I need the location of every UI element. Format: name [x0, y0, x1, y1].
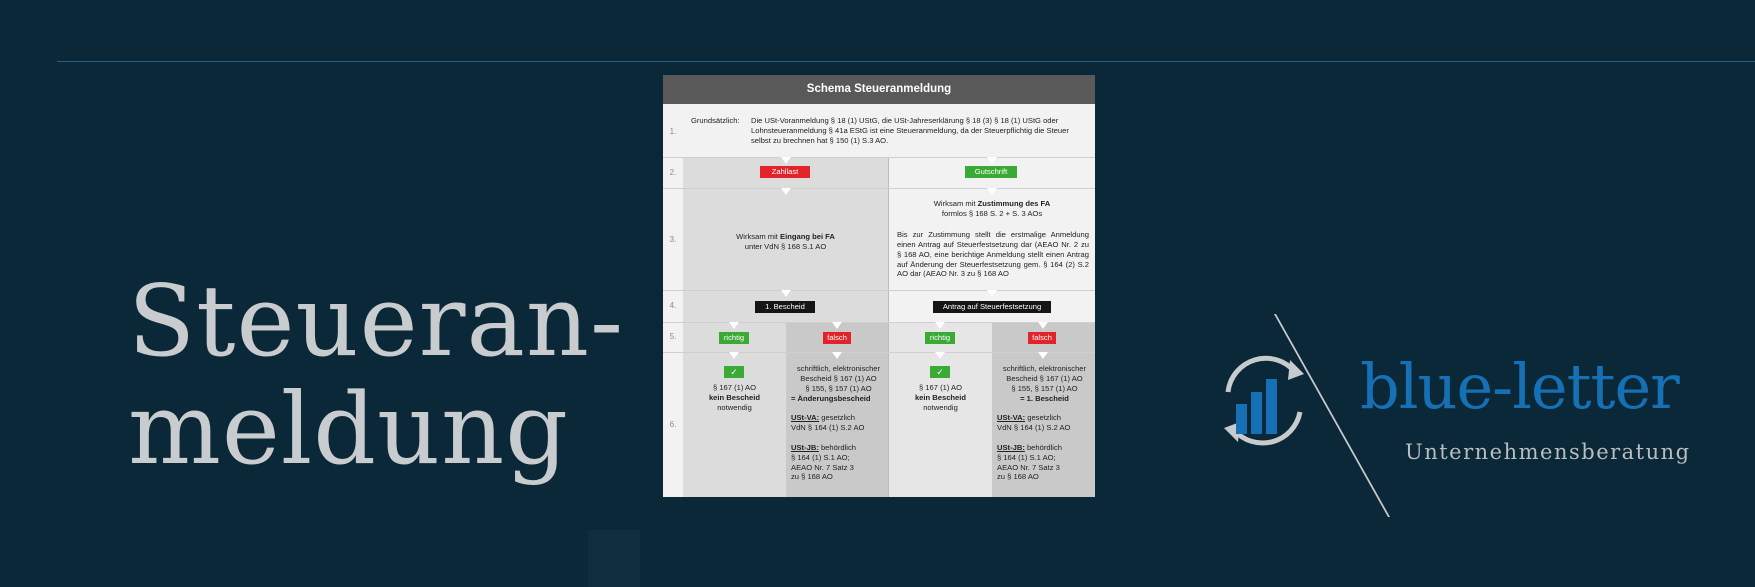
row-separator — [663, 188, 1095, 189]
row3-left-prefix: Wirksam mit — [736, 232, 778, 241]
arrow-down-icon — [987, 157, 997, 164]
logo-bar-1 — [1236, 404, 1247, 434]
usta-text1-right: gesetzlich — [1025, 413, 1062, 423]
usta-text2: VdN § 164 (1) S.2 AO — [791, 423, 865, 433]
logo-arrow-arc-top — [1228, 358, 1295, 392]
ustjb-label-right: USt-JB: — [997, 442, 1025, 452]
row-separator — [663, 157, 1095, 158]
falsch-left-line1: schriftlich, elektronischer — [796, 364, 881, 373]
usta-text1: gesetzlich — [819, 413, 856, 423]
schema-diagram — [663, 75, 1095, 497]
brand-tagline: Unternehmensberatung — [1405, 440, 1691, 464]
logo-bar-2 — [1251, 392, 1262, 434]
antrag-badge: Antrag auf Steuerfestsetzung — [933, 301, 1051, 313]
arrow-down-icon — [781, 157, 791, 164]
falsch-right-badge: falsch — [1028, 332, 1056, 344]
arrow-down-icon — [729, 352, 739, 359]
row-separator — [663, 290, 1095, 291]
row3-left-line2: unter VdN § 168 S.1 AO — [744, 241, 827, 251]
richtig-right-badge: richtig — [925, 332, 955, 344]
ustjb-text2: § 164 (1) S.1 AO; — [791, 452, 850, 462]
page-title-line2: meldung — [128, 373, 569, 487]
ustjb-text3-right: AEAO Nr. 7 Satz 3 — [997, 462, 1060, 472]
decorative-block — [588, 530, 640, 587]
richtig-right-line3: notwendig — [923, 402, 958, 412]
arrow-down-icon — [729, 322, 739, 329]
arrow-down-icon — [832, 322, 842, 329]
row-number: 6. — [669, 420, 677, 429]
page-title — [128, 265, 625, 487]
falsch-right-line2: Bescheid § 167 (1) AO — [1006, 373, 1083, 383]
falsch-right-line3: § 155, § 157 (1) AO — [1011, 383, 1078, 393]
richtig-left-badge: richtig — [719, 332, 749, 344]
ustjb-text2-right: § 164 (1) S.1 AO; — [997, 452, 1056, 462]
richtig-left-bold: kein Bescheid — [708, 392, 761, 402]
falsch-right-line1: schriftlich, elektronischer — [1002, 364, 1087, 373]
row-number: 2. — [669, 168, 677, 177]
row3-right-text — [889, 199, 1095, 219]
row3-right-paragraph: Bis zur Zustimmung stellt die erstmalige Anmeldung einen Antrag auf Steuerfestsetzung dar (AEAO Nr. 2 zu § 168 AO, eine berichtige Anmeldung stellt einen Antrag auf Änderung der Steuerfestsetzung gem. § 164 (2) S.2 AO dar (AEAO Nr. 3 zu § 168 AO — [897, 230, 1089, 279]
ustjb-text1: behördlich — [818, 442, 856, 452]
arrow-down-icon — [1038, 352, 1048, 359]
row3-left-text — [683, 232, 888, 252]
usta-text2-right: VdN § 164 (1) S.2 AO — [997, 423, 1071, 433]
falsch-right-bold: = 1. Bescheid — [1020, 393, 1069, 403]
usta-label-right: USt-VA: — [997, 413, 1026, 423]
arrow-down-icon — [987, 290, 997, 297]
row-separator — [663, 322, 1095, 323]
check-icon: ✓ — [930, 366, 950, 378]
ustjb-text4-right: zu § 168 AO — [997, 472, 1039, 482]
page-title-line1: Steueran- — [128, 265, 625, 379]
row3-right-bold: Zustimmung des FA — [977, 199, 1051, 208]
falsch-left-text — [791, 364, 891, 482]
zahllast-badge: Zahllast — [760, 166, 810, 178]
falsch-right-text — [997, 364, 1095, 482]
row3-right-line2: formlos § 168 S. 2 + S. 3 AOs — [941, 208, 1043, 218]
arrow-down-icon — [935, 352, 945, 359]
arrow-down-icon — [1038, 322, 1048, 329]
ustjb-label: USt-JB: — [791, 442, 819, 452]
check-icon: ✓ — [724, 366, 744, 378]
row3-left-bold: Eingang bei FA — [780, 232, 835, 241]
richtig-right-text — [889, 383, 992, 413]
richtig-right-bold: kein Bescheid — [914, 392, 967, 402]
ustjb-text3: AEAO Nr. 7 Satz 3 — [791, 462, 854, 472]
brand-name: blue-letter — [1360, 350, 1679, 423]
logo-bar-3 — [1266, 379, 1277, 434]
falsch-left-line2: Bescheid § 167 (1) AO — [800, 373, 877, 383]
top-divider-line — [57, 61, 1755, 62]
row1-label: Grundsätzlich: — [691, 116, 740, 125]
falsch-left-badge: falsch — [823, 332, 851, 344]
usta-label: USt-VA: — [791, 413, 820, 423]
erster-bescheid-badge: 1. Bescheid — [755, 301, 815, 313]
gutschrift-badge: Gutschrift — [965, 166, 1017, 178]
arrow-down-icon — [781, 290, 791, 297]
ustjb-text4: zu § 168 AO — [791, 472, 833, 482]
arrow-down-icon — [987, 188, 997, 195]
falsch-left-line3: § 155, § 157 (1) AO — [805, 383, 872, 393]
row-separator — [663, 352, 1095, 353]
row-number: 1. — [669, 127, 677, 136]
schema-title: Schema Steueranmeldung — [663, 75, 1095, 104]
row3-right-prefix: Wirksam mit — [933, 199, 976, 208]
falsch-left-bold: = Änderungsbescheid — [791, 393, 871, 403]
row1-text: Die USt-Voranmeldung § 18 (1) UStG, die USt-Jahreserklärung § 18 (3) § 18 (1) UStG oder Lohnsteueranmeldung § 41a EStG ist eine Steueranmeldung, da der Steuerpflichtig die Steuer selbst zu brechnen hat § 150 (1) S.3 AO. — [751, 116, 1069, 145]
arrow-down-icon — [832, 352, 842, 359]
richtig-left-line3: notwendig — [717, 402, 752, 412]
arrow-down-icon — [935, 322, 945, 329]
richtig-left-text — [683, 383, 786, 413]
row-number: 5. — [669, 332, 677, 341]
arrow-down-icon — [781, 188, 791, 195]
richtig-right-line1: § 167 (1) AO — [918, 383, 963, 392]
row-number: 4. — [669, 301, 677, 310]
row-number: 3. — [669, 235, 677, 244]
ustjb-text1-right: behördlich — [1024, 442, 1062, 452]
richtig-left-line1: § 167 (1) AO — [712, 383, 757, 392]
